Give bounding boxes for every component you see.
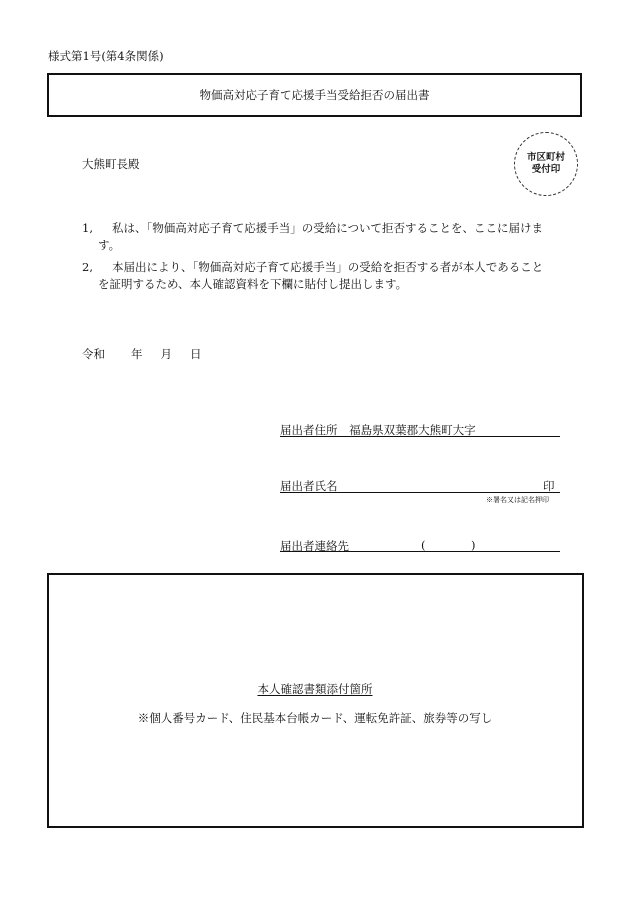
form-number-label: 様式第1号(第4条関係) <box>48 49 164 63</box>
item-text-line2: す。 <box>98 238 121 252</box>
address-value[interactable]: 福島県双葉郡大熊町大字 <box>349 423 476 437</box>
attachment-title-text: 本人確認書類添付箇所 <box>257 682 373 696</box>
date-year: 年 <box>131 347 143 361</box>
id-document-attachment-area <box>47 573 584 828</box>
date-month: 月 <box>160 347 172 361</box>
address-label: 届出者住所 <box>280 423 338 437</box>
address-underline <box>280 436 560 437</box>
attachment-title <box>0 681 630 697</box>
date-day: 日 <box>190 347 202 361</box>
contact-paren-close: ) <box>471 538 476 552</box>
attachment-note: ※個人番号カード、住民基本台帳カード、運転免許証、旅券等の写し <box>137 711 493 725</box>
document-title: 物価高対応子育て応援手当受給拒否の届出書 <box>199 88 430 102</box>
reception-stamp-line1: 市区町村 <box>526 152 565 164</box>
date-era: 令和 <box>82 347 105 361</box>
contact-label: 届出者連絡先 <box>280 539 349 553</box>
document-title-box <box>47 73 582 117</box>
item-text-line1: 私は、「物価高対応子育て応援手当」の受給について拒否することを、ここに届けま <box>112 221 544 235</box>
contact-paren-open: ( <box>421 538 426 552</box>
item-number: 1, <box>82 221 93 235</box>
name-label: 届出者氏名 <box>280 479 338 493</box>
seal-mark: 印 <box>543 479 555 493</box>
item-number: 2, <box>82 260 93 274</box>
signature-note: ※署名又は記名押印 <box>486 496 549 504</box>
reception-stamp-area <box>514 132 578 196</box>
contact-underline[interactable] <box>280 551 560 552</box>
item-text-line1: 本届出により、「物価高対応子育て応援手当」の受給を拒否する者が本人であること <box>112 260 544 274</box>
submission-date <box>82 346 228 362</box>
reception-stamp-line2: 受付印 <box>531 164 561 175</box>
item-text-line2: を証明するため、本人確認資料を下欄に貼付し提出します。 <box>98 277 408 291</box>
name-underline[interactable] <box>280 492 560 493</box>
addressee: 大熊町長殿 <box>82 157 140 171</box>
